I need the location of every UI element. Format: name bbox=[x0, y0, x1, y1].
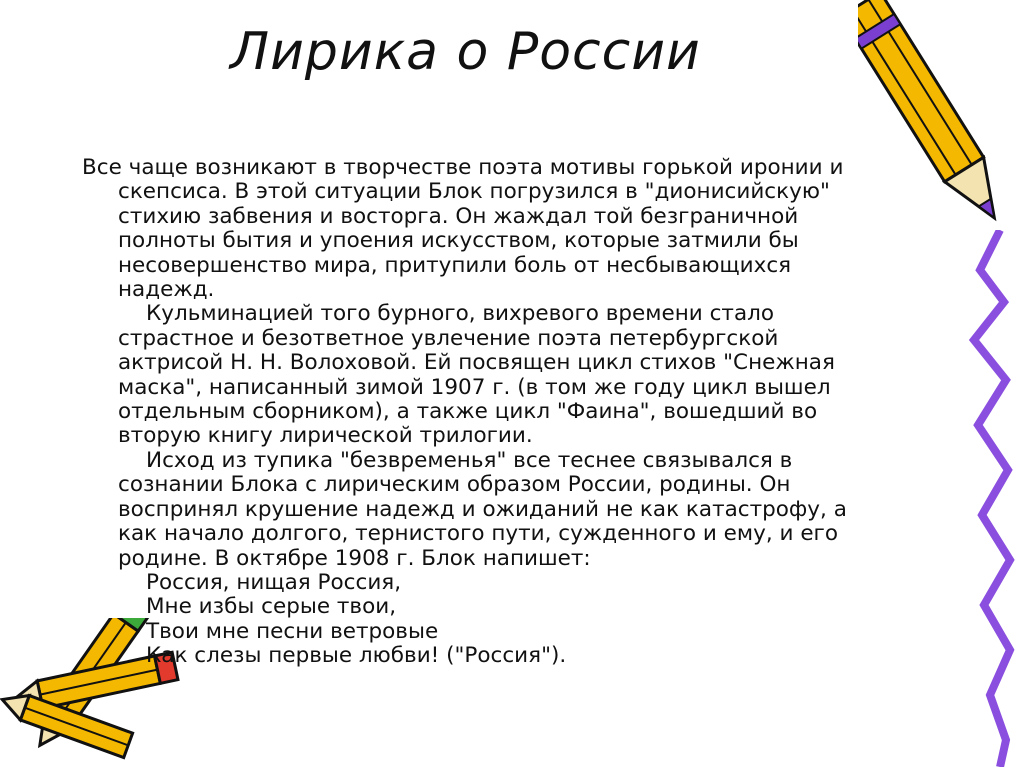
text-line: стихию забвения и восторга. Он жаждал той безграничной bbox=[118, 203, 799, 229]
text-line: Все чаще возникают в творчестве поэта мотивы горькой иронии и bbox=[82, 155, 844, 180]
text-line: родине. В октябре 1908 г. Блок напишет: bbox=[118, 545, 591, 571]
text-line: скепсиса. В этой ситуации Блок погрузился в "дионисийскую" bbox=[118, 179, 830, 205]
text-line: как начало долгого, тернистого пути, сужденного и ему, и его bbox=[118, 521, 838, 547]
text-line: отдельным сборником), а также цикл "Фаина", вошедший во bbox=[118, 399, 818, 425]
text-line: маска", написанный зимой 1907 г. (в том же году цикл вышел bbox=[118, 374, 831, 400]
body-text bbox=[82, 156, 922, 669]
poem-line: Твои мне песни ветровые bbox=[146, 618, 439, 644]
text-line: несовершенство мира, притупили боль от несбывающихся bbox=[118, 252, 792, 278]
text-line: актрисой Н. Н. Волоховой. Ей посвящен цикл стихов "Снежная bbox=[118, 350, 835, 376]
text-line: воспринял крушение надежд и ожиданий не как катастрофу, а bbox=[118, 496, 847, 522]
text-line: Исход из тупика "безвременья" все теснее связывался в bbox=[146, 447, 793, 473]
text-line: страстное и безответное увлечение поэта петербургской bbox=[118, 325, 779, 351]
poem-line: Мне избы серые твои, bbox=[146, 594, 397, 620]
squiggle-line bbox=[960, 230, 1024, 767]
text-line: вторую книгу лирической трилогии. bbox=[118, 423, 533, 449]
poem-line: Как слезы первые любви! ("Россия"). bbox=[146, 643, 567, 669]
text-line: Кульминацией того бурного, вихревого времени стало bbox=[146, 301, 775, 327]
text-line: надежд. bbox=[118, 277, 215, 303]
text-line: сознании Блока с лирическим образом России, родины. Он bbox=[118, 472, 791, 498]
text-line: полноты бытия и упоения искусством, которые затмили бы bbox=[118, 228, 799, 254]
poem-line: Россия, нищая Россия, bbox=[146, 569, 402, 595]
slide-title: Лирика о России bbox=[230, 22, 701, 82]
